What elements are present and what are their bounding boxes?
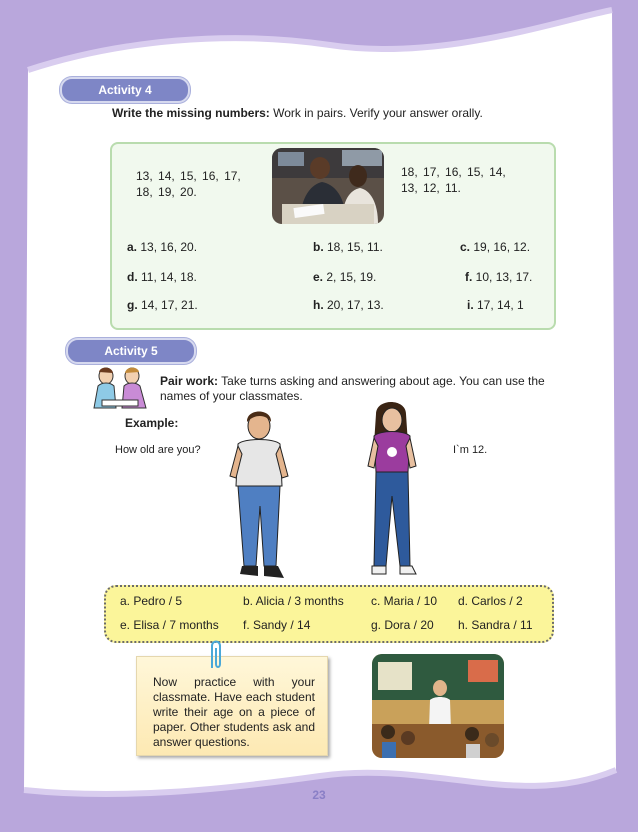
classroom-photo <box>372 654 504 758</box>
item-b: b. 18, 15, 11. <box>313 240 383 254</box>
instruction-bold: Write the missing numbers: <box>112 106 270 120</box>
activity-4-instruction <box>112 106 552 120</box>
activity-4-label: Activity 4 <box>98 83 152 97</box>
activity-5-label: Activity 5 <box>104 344 158 358</box>
item-g: g. 14, 17, 21. <box>127 298 198 312</box>
boy-illustration <box>226 406 292 586</box>
name-d: d. Carlos / 2 <box>458 594 523 608</box>
example-question: How old are you? <box>115 444 201 456</box>
item-d: d. 11, 14, 18. <box>127 270 197 284</box>
instruction-rest: Work in pairs. Verify your answer orally. <box>269 106 483 120</box>
pair-work-clipart <box>88 364 152 414</box>
practice-note-text: Now practice with your classmate. Have each student write their age on a piece of paper. Other students ask and answer questions. <box>153 675 315 749</box>
name-b: b. Alicia / 3 months <box>243 594 344 608</box>
pair-work-instruction <box>160 374 552 404</box>
example-label: Example: <box>125 416 179 430</box>
item-h: h. 20, 17, 13. <box>313 298 384 312</box>
example-answer: I`m 12. <box>453 444 488 456</box>
name-a: a. Pedro / 5 <box>120 594 183 608</box>
page-number: 23 <box>312 788 326 802</box>
name-e: e. Elisa / 7 months <box>120 618 219 632</box>
name-g: g. Dora / 20 <box>371 618 434 632</box>
practice-note <box>136 656 328 756</box>
girl-illustration <box>362 400 422 580</box>
pair-work-bold: Pair work: <box>160 374 219 388</box>
pair-work-rest: Take turns asking and answering about age. You can use the names of your classmates. <box>160 374 545 403</box>
students-photo <box>272 148 384 224</box>
item-c: c. 19, 16, 12. <box>460 240 531 254</box>
sequence-left: 13, 14, 15, 16, 17, 18, 19, 20. <box>136 169 241 199</box>
item-a: a. 13, 16, 20. <box>127 240 198 254</box>
paperclip-icon <box>206 638 224 674</box>
item-e: e. 2, 15, 19. <box>313 270 377 284</box>
sequence-right: 18, 17, 16, 15, 14, 13, 12, 11. <box>401 165 506 195</box>
name-c: c. Maria / 10 <box>371 594 438 608</box>
activity-5-tab <box>66 338 196 364</box>
activity-4-tab <box>60 77 190 103</box>
name-f: f. Sandy / 14 <box>243 618 311 632</box>
item-i: i. 17, 14, 1 <box>467 298 524 312</box>
item-f: f. 10, 13, 17. <box>465 270 533 284</box>
name-h: h. Sandra / 11 <box>458 618 533 632</box>
